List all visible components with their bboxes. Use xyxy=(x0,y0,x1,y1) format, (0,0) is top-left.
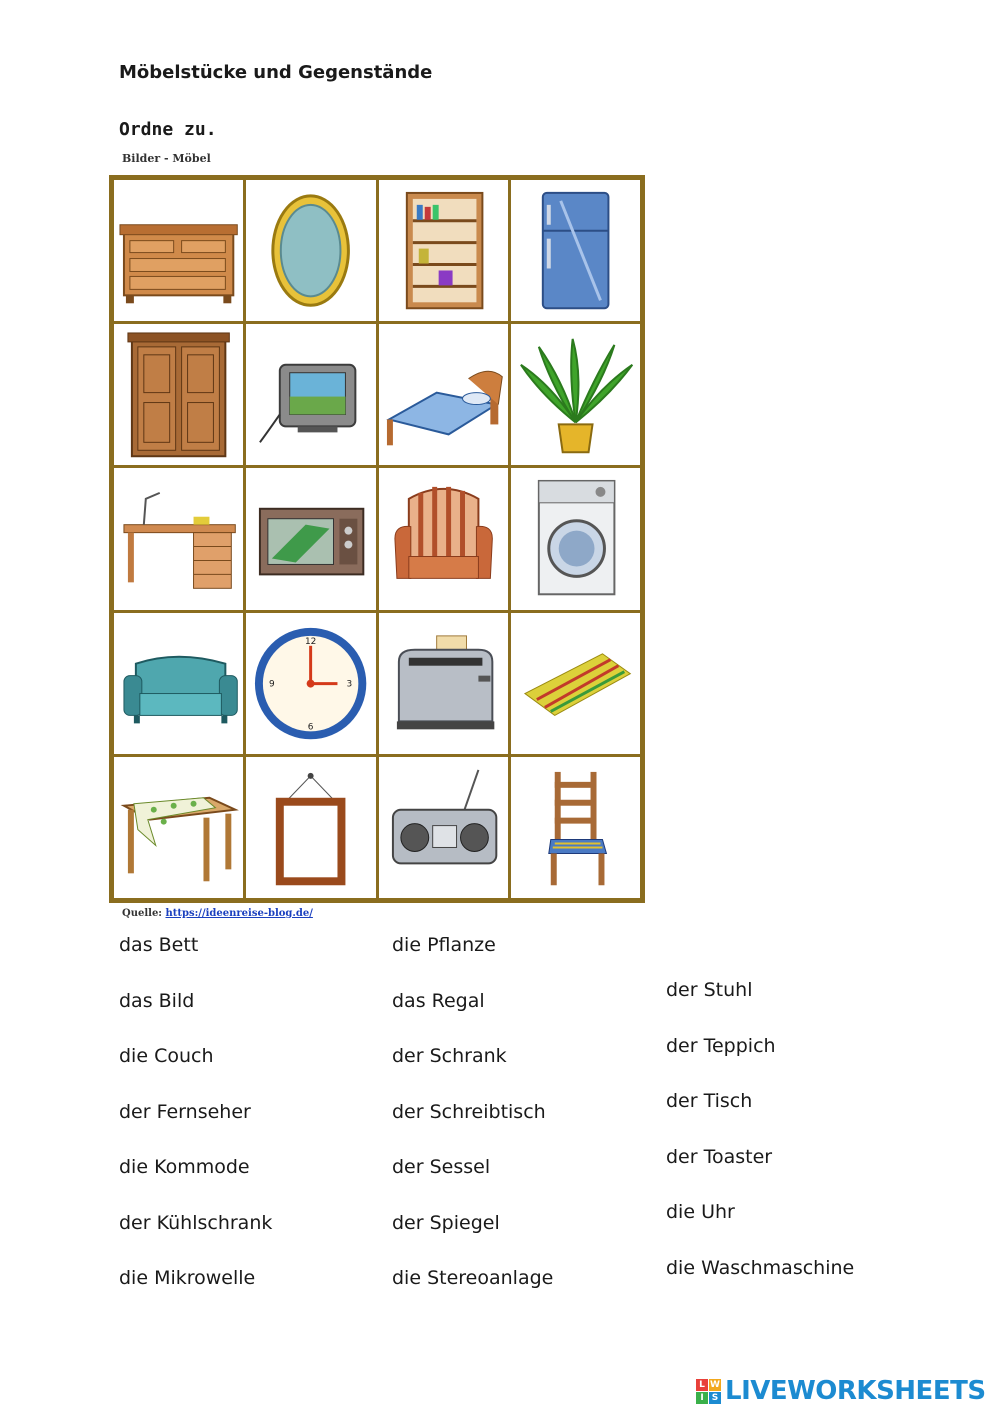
source-label: Quelle: xyxy=(122,908,162,919)
word-die-kommode[interactable]: die Kommode xyxy=(119,1156,250,1178)
word-der-fernseher[interactable]: der Fernseher xyxy=(119,1101,251,1123)
word-die-uhr[interactable]: die Uhr xyxy=(666,1201,735,1223)
word-der-schreibtisch[interactable]: der Schreibtisch xyxy=(392,1101,546,1123)
logo-text: LIVEWORKSHEETS xyxy=(725,1376,986,1406)
word-der-spiegel[interactable]: der Spiegel xyxy=(392,1212,500,1234)
chest-of-drawers-icon xyxy=(114,180,243,321)
mirror-icon xyxy=(246,180,375,321)
table-icon xyxy=(114,757,243,898)
toaster-icon xyxy=(379,613,508,754)
word-der-schrank[interactable]: der Schrank xyxy=(392,1045,507,1067)
word-das-bett[interactable]: das Bett xyxy=(119,934,199,956)
liveworksheets-logo[interactable] xyxy=(696,1376,986,1406)
word-der-stuhl[interactable]: der Stuhl xyxy=(666,979,753,1001)
word-die-waschmaschine[interactable]: die Waschmaschine xyxy=(666,1257,855,1279)
svg-text:6: 6 xyxy=(308,721,314,732)
chair-icon xyxy=(511,757,640,898)
svg-text:12: 12 xyxy=(305,636,317,647)
word-der-sessel[interactable]: der Sessel xyxy=(392,1156,491,1178)
logo-mark-icon: L W I S xyxy=(696,1379,721,1404)
word-die-couch[interactable]: die Couch xyxy=(119,1045,214,1067)
microwave-icon xyxy=(246,468,375,609)
desk-icon xyxy=(114,468,243,609)
worksheet-instruction: Ordne zu. xyxy=(119,119,217,140)
word-die-mikrowelle[interactable]: die Mikrowelle xyxy=(119,1267,256,1289)
plant-icon xyxy=(511,324,640,465)
fridge-icon xyxy=(511,180,640,321)
source-credit xyxy=(122,908,313,919)
couch-icon xyxy=(114,613,243,754)
rug-icon xyxy=(511,613,640,754)
word-der-tisch[interactable]: der Tisch xyxy=(666,1090,753,1112)
svg-text:3: 3 xyxy=(346,679,353,690)
picture-frame-icon xyxy=(246,757,375,898)
word-das-bild[interactable]: das Bild xyxy=(119,990,195,1012)
word-der-teppich[interactable]: der Teppich xyxy=(666,1035,776,1057)
washing-machine-icon xyxy=(511,468,640,609)
clock-icon xyxy=(246,613,375,754)
bed-icon xyxy=(379,324,508,465)
svg-text:9: 9 xyxy=(269,679,275,690)
picture-sheet xyxy=(97,143,662,923)
armchair-icon xyxy=(379,468,508,609)
tv-icon xyxy=(246,324,375,465)
stereo-icon xyxy=(379,757,508,898)
shelf-icon xyxy=(379,180,508,321)
word-der-toaster[interactable]: der Toaster xyxy=(666,1146,773,1168)
word-die-pflanze[interactable]: die Pflanze xyxy=(392,934,496,956)
picture-grid xyxy=(109,175,645,903)
word-der-kuehlschrank[interactable]: der Kühlschrank xyxy=(119,1212,273,1234)
wardrobe-icon xyxy=(114,324,243,465)
word-das-regal[interactable]: das Regal xyxy=(392,990,485,1012)
picture-sheet-header: Bilder - Möbel xyxy=(122,152,211,165)
source-link[interactable]: https://ideenreise-blog.de/ xyxy=(165,908,313,919)
worksheet-title: Möbelstücke und Gegenstände xyxy=(119,62,433,83)
word-die-stereoanlage[interactable]: die Stereoanlage xyxy=(392,1267,554,1289)
